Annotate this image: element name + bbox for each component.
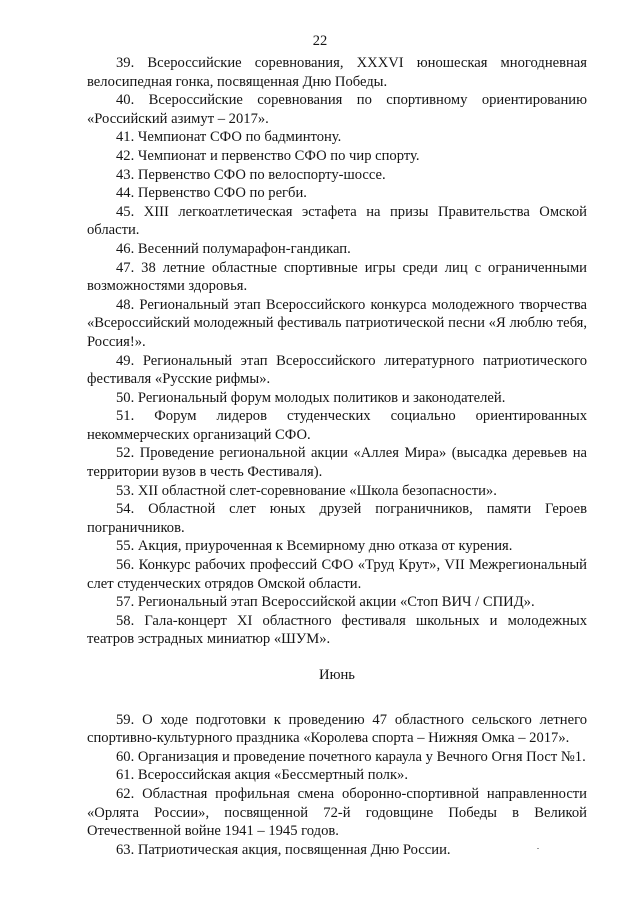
list-item: 48. Региональный этап Всероссийского конкурса молодежного творчества «Всероссийский молодежный фестиваль патриотической песни «Я люблю тебя, Россия!». bbox=[87, 296, 587, 350]
document-body bbox=[87, 54, 587, 859]
list-item: 42. Чемпионат и первенство СФО по чир спорту. bbox=[116, 147, 420, 164]
list-item: 61. Всероссийская акция «Бессмертный полк». bbox=[116, 767, 408, 784]
list-item: 58. Гала-концерт XI областного фестиваля школьных и молодежных театров эстрадных миниатюр «ШУМ». bbox=[87, 612, 587, 648]
list-item: 49. Региональный этап Всероссийского литературного патриотического фестиваля «Русские рифмы». bbox=[87, 352, 587, 388]
list-item: 53. XII областной слет-соревнование «Школа безопасности». bbox=[116, 482, 497, 499]
list-item: 44. Первенство СФО по регби. bbox=[116, 185, 307, 202]
list-item: 52. Проведение региональной акции «Аллея Мира» (высадка деревьев на территории вузов в честь Фестиваля). bbox=[87, 445, 587, 481]
list-item: 57. Региональный этап Всероссийской акции «Стоп ВИЧ / СПИД». bbox=[116, 594, 535, 611]
list-item: 41. Чемпионат СФО по бадминтону. bbox=[116, 129, 342, 146]
list-item: 43. Первенство СФО по велоспорту-шоссе. bbox=[116, 166, 386, 183]
section-heading: Июнь bbox=[319, 667, 355, 683]
list-item: 40. Всероссийские соревнования по спортивному ориентированию «Российский азимут – 2017». bbox=[87, 92, 587, 127]
list-item: 45. XIII легкоатлетическая эстафета на призы Правительства Омской области. bbox=[87, 203, 587, 239]
list-item: 50. Региональный форум молодых политиков и законодателей. bbox=[116, 389, 506, 406]
list-item: 60. Организация и проведение почетного караула у Вечного Огня Пост №1. bbox=[116, 748, 586, 765]
list-item: 62. Областная профильная смена оборонно-спортивной направленности «Орлята России», посвященной 72-й годовщине Победы в Великой Отечественной войне 1941 – 1945 годов. bbox=[87, 785, 587, 840]
list-item: 54. Областной слет юных друзей пограничников, памяти Героев пограничников. bbox=[87, 501, 587, 536]
list-item: 46. Весенний полумарафон-гандикап. bbox=[116, 240, 351, 257]
list-item: 39. Всероссийские соревнования, XXXVI юношеская многодневная велосипедная гонка, посвященная Дню Победы. bbox=[87, 55, 587, 90]
list-item: 63. Патриотическая акция, посвященная Дню России. bbox=[116, 841, 451, 858]
page-number: 22 bbox=[312, 33, 328, 49]
scan-speck bbox=[537, 848, 539, 849]
list-item: 47. 38 летние областные спортивные игры среди лиц с ограниченными возможностями здоровья. bbox=[87, 259, 587, 295]
list-item: 56. Конкурс рабочих профессий СФО «Труд Крут», VII Межрегиональный слет студенческих отрядов Омской области. bbox=[87, 557, 587, 592]
list-item: 51. Форум лидеров студенческих социально ориентированных некоммерческих организаций СФО. bbox=[87, 408, 587, 443]
list-item: 59. О ходе подготовки к проведению 47 областного сельского летнего спортивно-культурного праздника «Королева спорта – Нижняя Омка – 2017». bbox=[87, 711, 587, 747]
list-item: 55. Акция, приуроченная к Всемирному дню отказа от курения. bbox=[116, 538, 513, 555]
